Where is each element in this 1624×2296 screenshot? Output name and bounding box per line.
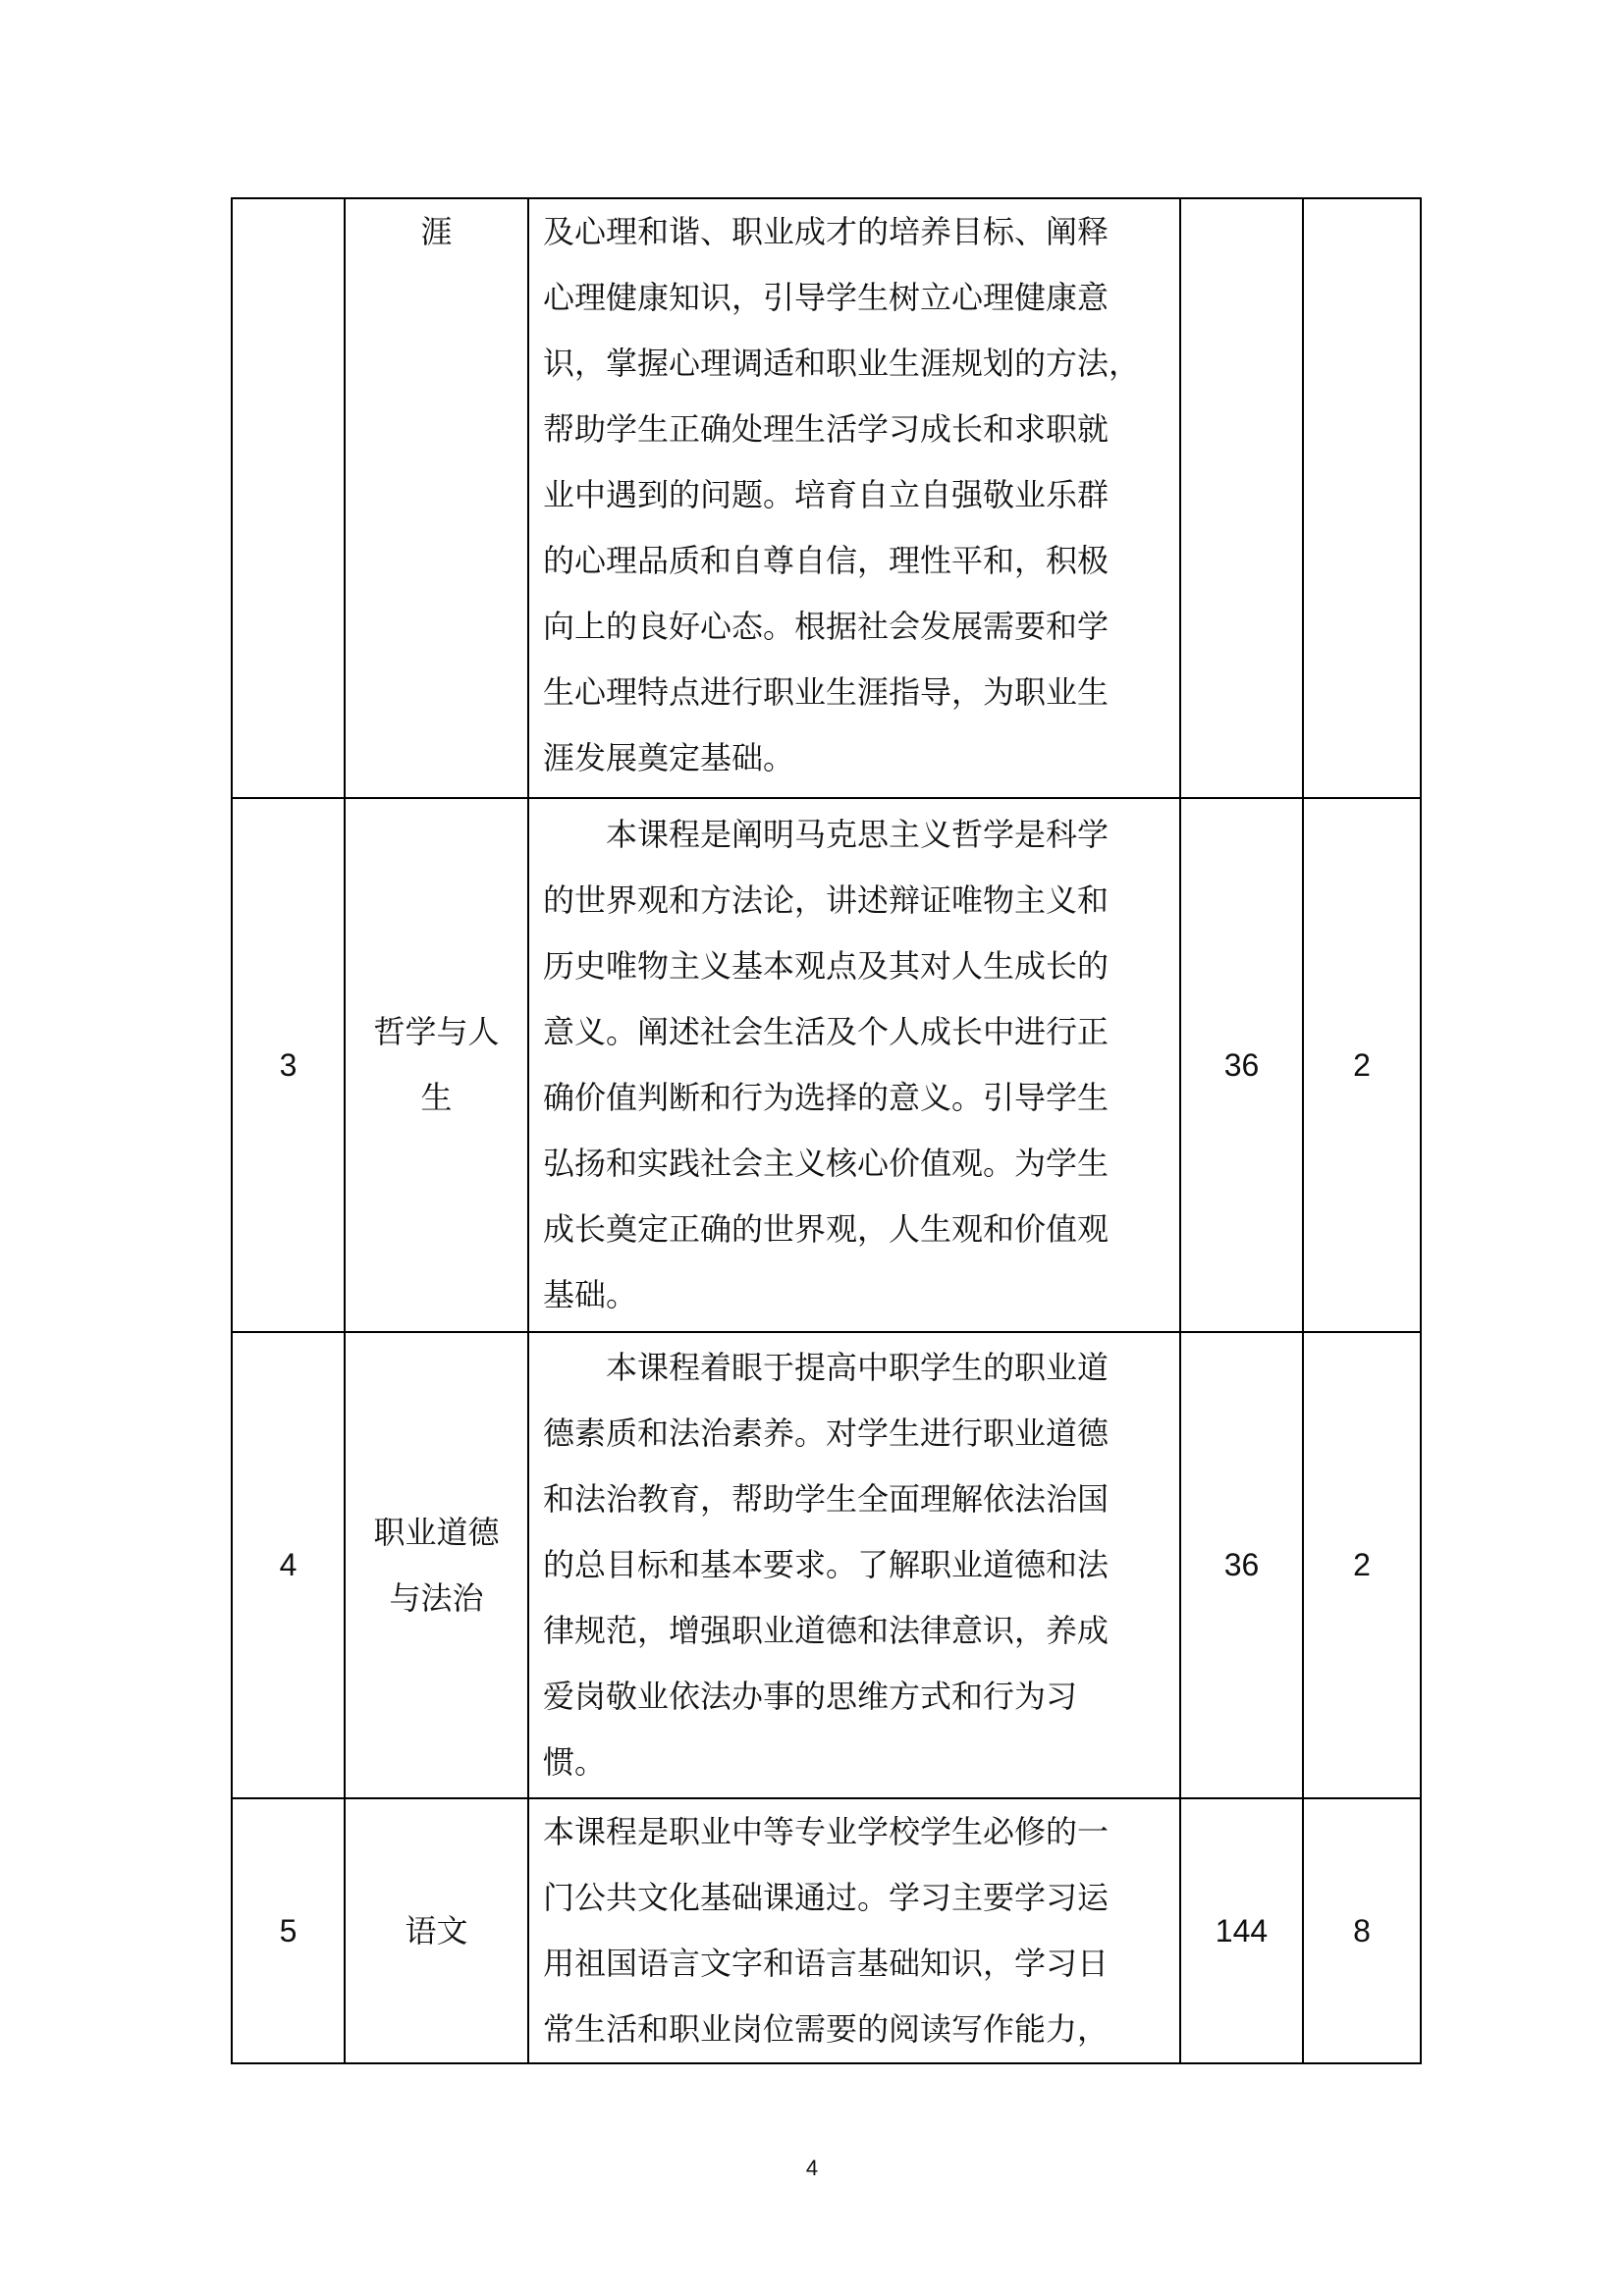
course-credits-cell: 2: [1303, 798, 1421, 1332]
description-line: 门公共文化基础课通过。学习主要学习运: [543, 1879, 1110, 1916]
table-row: [232, 798, 1421, 1332]
course-credits-cell: [1303, 198, 1421, 798]
course-credits-cell: 2: [1303, 1332, 1421, 1798]
description-line: 用祖国语言文字和语言基础知识，学习日: [543, 1945, 1110, 1982]
course-hours-cell: 36: [1180, 1332, 1303, 1798]
course-number-cell: [232, 198, 345, 798]
description-line: 识，掌握心理调适和职业生涯规划的方法，: [543, 345, 1141, 382]
description-line: 本课程是阐明马克思主义哲学是科学: [543, 816, 1110, 853]
description-line: 的总目标和基本要求。了解职业道德和法: [543, 1546, 1110, 1583]
description-line: 德素质和法治素养。对学生进行职业道德: [543, 1415, 1110, 1452]
description-line: 本课程着眼于提高中职学生的职业道: [543, 1349, 1110, 1386]
description-line: 生心理特点进行职业生涯指导，为职业生: [543, 673, 1110, 711]
course-number-cell: 5: [232, 1798, 345, 2063]
description-line: 涯发展奠定基础。: [543, 739, 795, 776]
description-line: 弘扬和实践社会主义核心价值观。为学生: [543, 1145, 1110, 1182]
course-number-cell: 4: [232, 1332, 345, 1798]
course-description-cell: [528, 1332, 1180, 1798]
course-description-cell: [528, 798, 1180, 1332]
description-line: 成长奠定正确的世界观，人生观和价值观: [543, 1210, 1110, 1248]
course-description-cell: [528, 1798, 1180, 2063]
description-line: 确价值判断和行为选择的意义。引导学生: [543, 1079, 1110, 1116]
description-line: 业中遇到的问题。培育自立自强敬业乐群: [543, 476, 1110, 513]
course-description-cell: [528, 198, 1180, 798]
course-name-line: 职业道德: [373, 1513, 500, 1551]
course-name-line: 生: [420, 1079, 453, 1116]
description-line: 的心理品质和自尊自信，理性平和，积极: [543, 542, 1110, 579]
description-line: 惯。: [543, 1743, 607, 1781]
course-hours-cell: 36: [1180, 798, 1303, 1332]
course-credits-cell: 8: [1303, 1798, 1421, 2063]
course-hours-cell: [1180, 198, 1303, 798]
course-name-line: 涯: [420, 213, 453, 250]
description-line: 爱岗敬业依法办事的思维方式和行为习: [543, 1678, 1078, 1715]
course-name-cell: [345, 1332, 528, 1798]
description-line: 向上的良好心态。根据社会发展需要和学: [543, 608, 1110, 645]
table-row: [232, 1798, 1421, 2063]
description-line: 本课程是职业中等专业学校学生必修的一: [543, 1813, 1110, 1850]
description-line: 及心理和谐、职业成才的培养目标、阐释: [543, 213, 1110, 250]
description-line: 和法治教育，帮助学生全面理解依法治国: [543, 1480, 1110, 1518]
table-row: [232, 198, 1421, 798]
description-line: 心理健康知识，引导学生树立心理健康意: [543, 279, 1110, 316]
description-line: 基础。: [543, 1276, 638, 1313]
course-hours-cell: 144: [1180, 1798, 1303, 2063]
description-line: 历史唯物主义基本观点及其对人生成长的: [543, 947, 1110, 985]
course-name-cell: [345, 198, 528, 798]
description-line: 律规范，增强职业道德和法律意识，养成: [543, 1612, 1110, 1649]
course-name-line: 语文: [405, 1911, 468, 1949]
description-line: 意义。阐述社会生活及个人成长中进行正: [543, 1013, 1110, 1050]
course-name-line: 哲学与人: [373, 1013, 500, 1050]
table-row: [232, 1332, 1421, 1798]
description-line: 的世界观和方法论，讲述辩证唯物主义和: [543, 881, 1110, 919]
description-line: 帮助学生正确处理生活学习成长和求职就: [543, 410, 1110, 448]
course-name-cell: [345, 1798, 528, 2063]
course-name-line: 与法治: [389, 1578, 484, 1617]
course-number-cell: 3: [232, 798, 345, 1332]
description-line: 常生活和职业岗位需要的阅读写作能力，: [543, 2010, 1110, 2048]
page-number: 4: [805, 2156, 819, 2180]
course-name-cell: [345, 798, 528, 1332]
course-table: [231, 197, 1422, 2064]
